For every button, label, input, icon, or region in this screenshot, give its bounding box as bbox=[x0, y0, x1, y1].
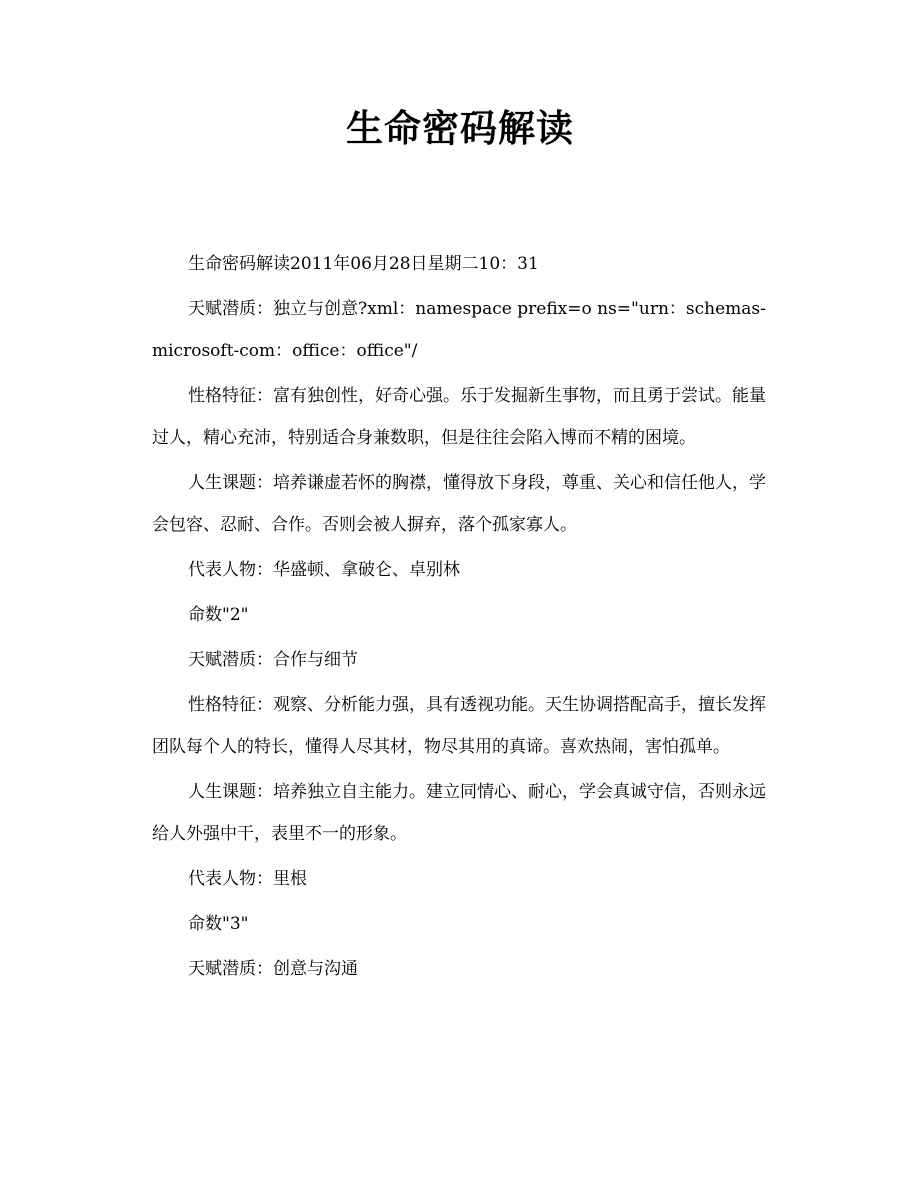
paragraph-number-3: 命数"3" bbox=[188, 914, 249, 934]
paragraph-personality-2: 性格特征：观察、分析能力强，具有透视功能。天生协调搭配高手，擅长发挥团队每个人的特长，懂得人尽其材，物尽其用的真谛。喜欢热闹，害怕孤单。 bbox=[152, 695, 766, 757]
paragraph-life-lesson-1: 人生课题：培养谦虚若怀的胸襟，懂得放下身段，尊重、关心和信任他人，学会包容、忍耐、合作。否则会被人摒弃，落个孤家寡人。 bbox=[152, 473, 766, 535]
paragraph-date-line: 生命密码解读2011年06月28日星期二10：31 bbox=[188, 254, 539, 274]
paragraph-number-2: 命数"2" bbox=[188, 605, 249, 625]
paragraph-talent-3: 天赋潜质：创意与沟通 bbox=[188, 959, 358, 979]
paragraph-life-lesson-2: 人生课题：培养独立自主能力。建立同情心、耐心，学会真诚守信，否则永远给人外强中干，表里不一的形象。 bbox=[152, 782, 766, 844]
paragraph-representatives-1: 代表人物：华盛顿、拿破仑、卓别林 bbox=[188, 560, 460, 580]
paragraph-representatives-2: 代表人物：里根 bbox=[188, 869, 307, 889]
paragraph-personality-1: 性格特征：富有独创性，好奇心强。乐于发掘新生事物，而且勇于尝试。能量过人，精心充沛，特别适合身兼数职，但是往往会陷入博而不精的困境。 bbox=[152, 386, 766, 448]
document-body bbox=[152, 243, 768, 993]
paragraph-talent-2: 天赋潜质：合作与细节 bbox=[188, 650, 358, 670]
page-title: 生命密码解读 bbox=[346, 107, 574, 150]
paragraph-talent-1: 天赋潜质：独立与创意?xml：namespace prefix=o ns="urn：schemas-microsoft-com：office：office"/ bbox=[152, 299, 766, 361]
